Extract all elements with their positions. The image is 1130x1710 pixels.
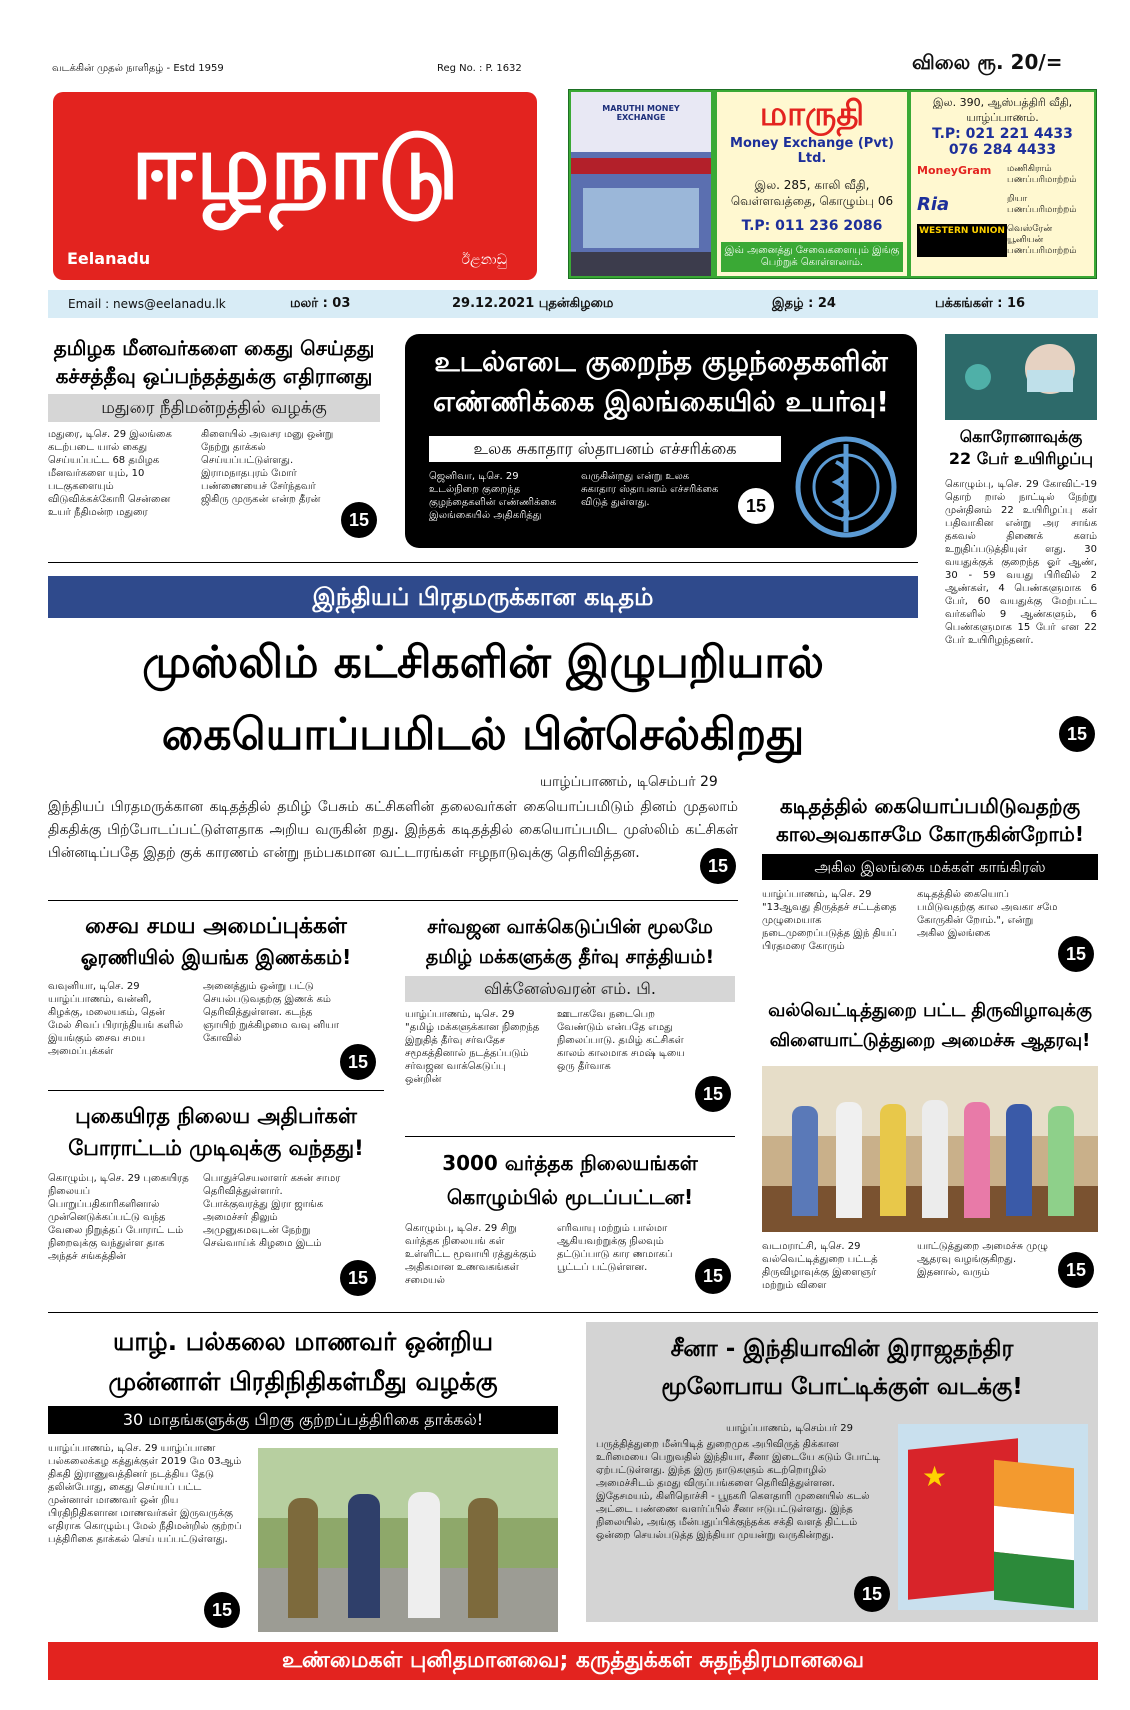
story-university-headline-2: முன்னாள் பிரதிநிதிகள்மீது வழக்கு [108, 1367, 498, 1396]
story-fishermen-subhead: மதுரை நீதிமன்றத்தில் வழக்கு [48, 394, 380, 422]
western-union-text: வெஸ்ரேன் யூனியன் பணப்பரிமாற்றம் [1007, 224, 1077, 256]
ad-subtitle: Money Exchange (Pvt) Ltd. [730, 136, 894, 166]
ria-text: றியா பணப்பரிமாற்றம் [1007, 194, 1077, 215]
story-china-headline-2: மூலோபாய போட்டிக்குள் வடக்கு! [661, 1374, 1023, 1400]
page-ref-badge[interactable]: 15 [700, 848, 736, 884]
story-shops-headline-1: 3000 வர்த்தக நிலையங்கள் [442, 1151, 698, 1175]
story-kite-headline-1: வல்வெட்டித்துறை பட்ட திருவிழாவுக்கு [768, 1000, 1092, 1021]
covid-photo [945, 334, 1097, 420]
story-saiva-headline-1: சைவ சமய அமைப்புக்கள் [85, 914, 347, 939]
ad-note: இவ் அனைத்து சேவைகளையும் இங்கு பெற்றுக் கொள்ளலாம். [721, 242, 903, 272]
page-ref-badge[interactable]: 15 [695, 1258, 731, 1294]
story-shops-col1: கொழும்பு, டிசெ. 29 சிறு வர்த்தக நிலையங் கள் உள்ளிட்ட மூவாயி ரத்துக்கும் அதிகமான உணவகங்கள் சமையல் [405, 1223, 537, 1286]
ad-address-right: இல. 390, ஆஸ்பத்திரி வீதி, யாழ்ப்பாணம். [932, 96, 1073, 124]
page-ref-badge[interactable]: 15 [204, 1592, 240, 1628]
ad-address-2: வெள்ளவத்தை, கொழும்பு 06 [730, 194, 894, 208]
story-underweight-headline-2: எண்ணிக்கை இலங்கையில் உயர்வு! [433, 385, 889, 418]
who-emblem-icon [791, 432, 901, 542]
page-ref-badge[interactable]: 15 [854, 1576, 890, 1612]
story-underweight-subhead: உலக சுகாதார ஸ்தாபனம் எச்சரிக்கை [429, 436, 781, 462]
story-underweight[interactable] [405, 334, 917, 548]
story-fishermen-col2: கிளையில் அவசர மனு ஒன்று நேற்று தாக்கல் செய்யப்பட்டுள்ளது. இராமநாதபுரம் மோர் பண்ணையைச் சேர்ந்தவர் ஜிகிரு முருகன் என்ற தீரன் [201, 429, 334, 505]
story-kite-body[interactable] [762, 1240, 1098, 1292]
story-signing-headline-2: காலஅவகாசமே கோருகின்றோம்! [775, 822, 1085, 846]
story-covid-headline-2: 22 பேர் உயிரிழப்பு [948, 449, 1094, 468]
lead-dateline: யாழ்ப்பாணம், டிசெம்பர் 29 [540, 774, 718, 790]
ad-phone-3: 076 284 4433 [948, 142, 1057, 158]
china-india-flags-photo [898, 1424, 1088, 1610]
story-saiva-col1: வவுனியா, டிசெ. 29 யாழ்ப்பாணம், வன்னி, கிழக்கு, மலையகம், தென் மேல் சிவப் பிராந்தியங் களில் இயங்கும் சைவ சமய அமைப்புக்கள் [48, 981, 184, 1057]
story-signing-subhead: அகில இலங்கை மக்கள் காங்கிரஸ் [762, 854, 1098, 880]
idhal: இதழ் : 24 [772, 296, 836, 311]
issue-date: 29.12.2021 புதன்கிழமை [452, 296, 614, 311]
court-photo [258, 1448, 558, 1632]
story-china-india[interactable] [586, 1322, 1098, 1622]
malar: மலர் : 03 [290, 296, 351, 311]
story-university-body: யாழ்ப்பாணம், டிசெ. 29 யாழ்ப்பாண பல்கலைக்கழ கத்துக்குள் 2019 மே 03ஆம் திகதி இராணுவத்தினர் நடத்திய தேடு தலின்போது, கைது செய்யப் பட்ட முன்னாள் மாணவர் ஒன் றிய பிரதிநிதிகளான மாணவர்கள் இருவருக்கு எதிராக கொழும்பு மேல் நீதிமன்றில் குற்றப் பத்திரிகை தாக்கல் செய் யப்பட்டுள்ளது. [48, 1443, 242, 1545]
ad-phone-2: T.P: 021 221 4433 [932, 126, 1073, 142]
moneygram-text: மணிகிராம் பணப்பரிமாற்றம் [1007, 164, 1077, 185]
story-china-body: பருத்தித்துறை மீன்பிடித் துறைமுக அபிவிருத் திக்கான உரிமையை பெறுவதில் இந்தியா, சீனா இடையே கடும் போட்டி ஏற்பட்டுள்ளது. இந்த இரு நாடுகளும் கடற்றொழில் அமைச்சிடம் தமது விருப்பங்களை தெரிவித்துள்ளன. இதேசமயம், கிளிநொச்சி - பூநகரி கௌதாரி முனையில் கடல் அட்டை பண்ணை வளர்ப்பில் சீனா ஈடுபட்டுள்ளது. இந்த நிலையில், அங்கு மீன்பதுப்பிக்குந்தக்க சக்தி வளத் திட்டம் ஒன்றை செயல்படுத்த இந்தியா முயன்று வருகின்றது. [596, 1439, 881, 1541]
story-saiva-headline-2: ஓரணியில் இயங்க இணக்கம்! [80, 945, 352, 969]
page-ref-badge[interactable]: 15 [341, 502, 377, 538]
story-kite-col1: வடமராட்சி, டிசெ. 29 வல்வெட்டித்துறை பட்டத் திருவிழாவுக்கு இளைஞர் மற்றும் விளை [762, 1241, 878, 1291]
lead-kicker: இந்தியப் பிரதமருக்கான கடிதம் [48, 576, 918, 618]
story-fishermen-headline-1: தமிழக மீனவர்களை கைது செய்தது [53, 336, 375, 360]
story-railway-headline-1: புகையிரத நிலைய அதிபர்கள் [75, 1104, 357, 1128]
story-railway-headline-2: போராட்டம் முடிவுக்கு வந்தது! [68, 1136, 364, 1160]
ria-logo: Ria [917, 194, 950, 215]
story-fishermen[interactable] [48, 334, 380, 528]
story-fishermen-headline-2: கச்சத்தீவு ஒப்பந்தத்துக்கு எதிரானது [55, 364, 373, 388]
email[interactable]: Email : news@eelanadu.lk [68, 297, 226, 311]
maruthi-ad[interactable] [568, 89, 1097, 279]
page-ref-badge[interactable]: 15 [695, 1076, 731, 1112]
story-kite-festival[interactable] [762, 996, 1098, 1056]
shop-sign: MARUTHI MONEY EXCHANGE [602, 104, 680, 122]
story-referendum-col1: யாழ்ப்பாணம், டிசெ. 29 "தமிழ் மக்களுக்கான நிறைந்த இறுதித் தீர்வு சர்வதேச சமூகத்தினால் நடத்தப்படும் சர்வஜன வாக்கெடுப்பு ஒன்றின் [405, 1009, 540, 1085]
story-kite-headline-2: விளையாட்டுத்துறை அமைச்சு ஆதரவு! [769, 1030, 1091, 1051]
story-shops-headline-2: கொழும்பில் மூடப்பட்டன! [446, 1185, 694, 1209]
divider [48, 1090, 384, 1091]
masthead-logo[interactable] [53, 92, 537, 280]
western-union-logo: WESTERN UNION [917, 224, 1007, 257]
page-ref-badge[interactable]: 15 [1059, 716, 1095, 752]
story-covid[interactable] [945, 426, 1097, 758]
story-signing-col1: யாழ்ப்பாணம், டிசெ. 29 "13ஆவது திருத்தச் சட்டத்தை முழுமையாக நடைமுறைப்படுத்த இந் தியப் பிரதமரை கோரும் [762, 889, 897, 952]
story-covid-body: கொழும்பு, டிசெ. 29 கோவிட்-19 தொற் றால் நாட்டில் நேற்று முன்தினம் 22 உயிரிழப்பு கள் பதிவாகின என்று அர சாங்க தகவல் திணைக் களம் உறுதிப்படுத்தியுள் ளது. 30 வயதுக்குக் குறைந்த ஓர் ஆண், 30 - 59 வயது பிரிவில் 2 ஆண்கள், 4 பெண்களுமாக 6 பேர், 60 வயதுக்கு மேற்பட்ட வர்களில் 9 ஆண்களும், 6 பெண்களுமாக 15 பேர் என 22 பேர் உயிரிழந்தனர். [945, 479, 1097, 646]
divider [48, 900, 738, 901]
masthead-title: ஈழநாடு [130, 116, 460, 218]
page-ref-badge[interactable]: 15 [738, 488, 774, 524]
story-shops-col2: எரிவாயு மற்றும் பால்மா ஆகியவற்றுக்கு நிலவும் தட்டுப்பாடு கார ணமாகப் பூட்டப் பட்டுள்ளன. [557, 1223, 673, 1273]
story-referendum-subhead: விக்னேஸ்வரன் எம். பி. [405, 976, 735, 1002]
story-shops-closed[interactable] [405, 1146, 735, 1292]
page-ref-badge[interactable]: 15 [340, 1260, 376, 1296]
footer-slogan: உண்மைகள் புனிதமானவை; கருத்துக்கள் சுதந்திரமானவை [48, 1642, 1098, 1680]
story-underweight-headline-1: உடல்எடை குறைந்த குழந்தைகளின் [434, 345, 888, 378]
lead-headline-2: கையொப்பமிடல் பின்செல்கிறது [161, 709, 805, 760]
story-kite-col2: யாட்டுத்துறை அமைச்சு முழு ஆதரவு வழங்குகிறது. இதனால், வரும் [917, 1241, 1048, 1278]
ad-address-1: இல. 285, காலி வீதி, [754, 178, 870, 192]
story-saiva-col2: அனைத்தும் ஒன்று பட்டு செயல்படுவதற்கு இணக் கம் தெரிவித்துள்ளன. கடந்த ஞாயிற் றுக்கிழமை வவு னியா கோவில் [203, 981, 339, 1044]
divider [48, 1312, 1098, 1313]
story-referendum-headline-1: சர்வஜன வாக்கெடுப்பின் மூலமே [427, 916, 713, 938]
lead-body: இந்தியப் பிரதமருக்கான கடிதத்தில் தமிழ் பேசும் கட்சிகளின் தலைவர்கள் கையொப்பமிடும் தினம் முதலாம் திகதிக்கு பிற்போடப்பட்டுள்ளதாக அறிய வருகின் றது. இந்தக் கடிதத்தில் கையொப்பமிட முஸ்லிம் கட்சிகள் பின்னடிப்பதே இதற் குக் காரணம் என்று நம்பகமான வட்டாரங்கள் ஈழநாடுவுக்கு தெரிவித்தன. [48, 799, 738, 861]
page-count: பக்கங்கள் : 16 [935, 296, 1026, 311]
lead-headline-1: முஸ்லிம் கட்சிகளின் இழுபறியால் [142, 637, 824, 688]
kite-festival-photo [762, 1066, 1098, 1232]
price: விலை ரூ. 20/= [912, 50, 1063, 74]
story-railway[interactable] [48, 1100, 384, 1288]
story-fishermen-col1: மதுரை, டிசெ. 29 இலங்கை கடற்படை யால் கைது செய்யப்பட்ட 68 தமிழக மீனவர்களை யும், 10 படகுகளையும் விடுவிக்கக்கோரி சென்னை உயர் நீதிமன்ற மதுரை [48, 429, 172, 518]
divider [405, 1136, 735, 1137]
page-ref-badge[interactable]: 15 [1058, 936, 1094, 972]
story-university-subhead: 30 மாதங்களுக்கு பிறகு குற்றப்பத்திரிகை தாக்கல்! [48, 1406, 558, 1434]
story-signing-headline-1: கடிதத்தில் கையொப்பமிடுவதற்கு [779, 794, 1081, 818]
masthead-title-si: ඊළනාඩු [461, 252, 507, 268]
story-university-headline-1: யாழ். பல்கலை மாணவர் ஒன்றிய [112, 1327, 494, 1356]
story-referendum[interactable] [405, 912, 735, 1104]
page-ref-badge[interactable]: 15 [1058, 1252, 1094, 1288]
story-underweight-col1: ஜெனிவா, டிசெ. 29 உடல்நிறை குறைந்த குழந்தைகளின் எண்ணிக்கை இலங்கையில் அதிகரித்து [429, 471, 557, 521]
info-bar [48, 290, 1098, 318]
story-signing-col2: கடிதத்தில் கையொப் பமிடுவதற்கு கால அவகா சமே கோருகின் றோம்.", என்று அகில இலங்கை [917, 889, 1058, 939]
page-ref-badge[interactable]: 15 [340, 1044, 376, 1080]
story-referendum-col2: ஊடாகவே நடைபெற வேண்டும் என்பதே எமது நிலைப்பாடு. தமிழ் கட்சிகள் காலம் காலமாக சமஷ் டியை ஒரு தீர்வாக [557, 1009, 685, 1072]
ad-brand: மாருதி [759, 94, 865, 134]
story-china-dateline: யாழ்ப்பாணம், டிசெம்பர் 29 [726, 1423, 853, 1434]
star-icon: ★ [922, 1460, 948, 1493]
story-underweight-col2: வருகின்றது என்று உலக சுகாதார ஸ்தாபனம் எச்சரிக்கை விடுத் துள்ளது. [581, 471, 719, 508]
shop-photo [571, 92, 711, 276]
story-referendum-headline-2: தமிழ் மக்களுக்கு தீர்வு சாத்தியம்! [425, 946, 715, 968]
story-railway-col1: கொழும்பு, டிசெ. 29 புகையிரத நிலையப் பொறுப்பதிகாரிகளினால் முன்னெடுக்கப்பட்டு வந்த வேலை நிறுத்தப் போராட் டம் நிறைவுக்கு வந்துள்ள தாக அந்தச் சங்கத்தின் [48, 1173, 189, 1262]
divider [48, 562, 918, 563]
masthead-title-en: Eelanadu [67, 249, 151, 268]
story-signing[interactable] [762, 792, 1098, 968]
ad-phone-1: T.P: 011 236 2086 [741, 218, 883, 234]
reg-number: Reg No. : P. 1632 [437, 63, 522, 74]
story-china-headline-1: சீனா - இந்தியாவின் இராஜதந்திர [670, 1336, 1014, 1362]
story-covid-headline-1: கொரோனாவுக்கு [959, 427, 1083, 446]
tagline: வடக்கின் முதல் நாளிதழ் - Estd 1959 [52, 63, 224, 74]
story-saiva[interactable] [48, 912, 384, 1080]
story-railway-col2: பொதுச்செயலாளர் கசுன் சாமர தெரிவித்துள்ளார். போக்குவரத்து இரா ஜாங்க அமைச்சர் திலும் அமுனுகமவுடன் நேற்று செவ்வாய்க் கிழமை இடம் [203, 1173, 341, 1249]
moneygram-logo: MoneyGram [917, 164, 992, 177]
